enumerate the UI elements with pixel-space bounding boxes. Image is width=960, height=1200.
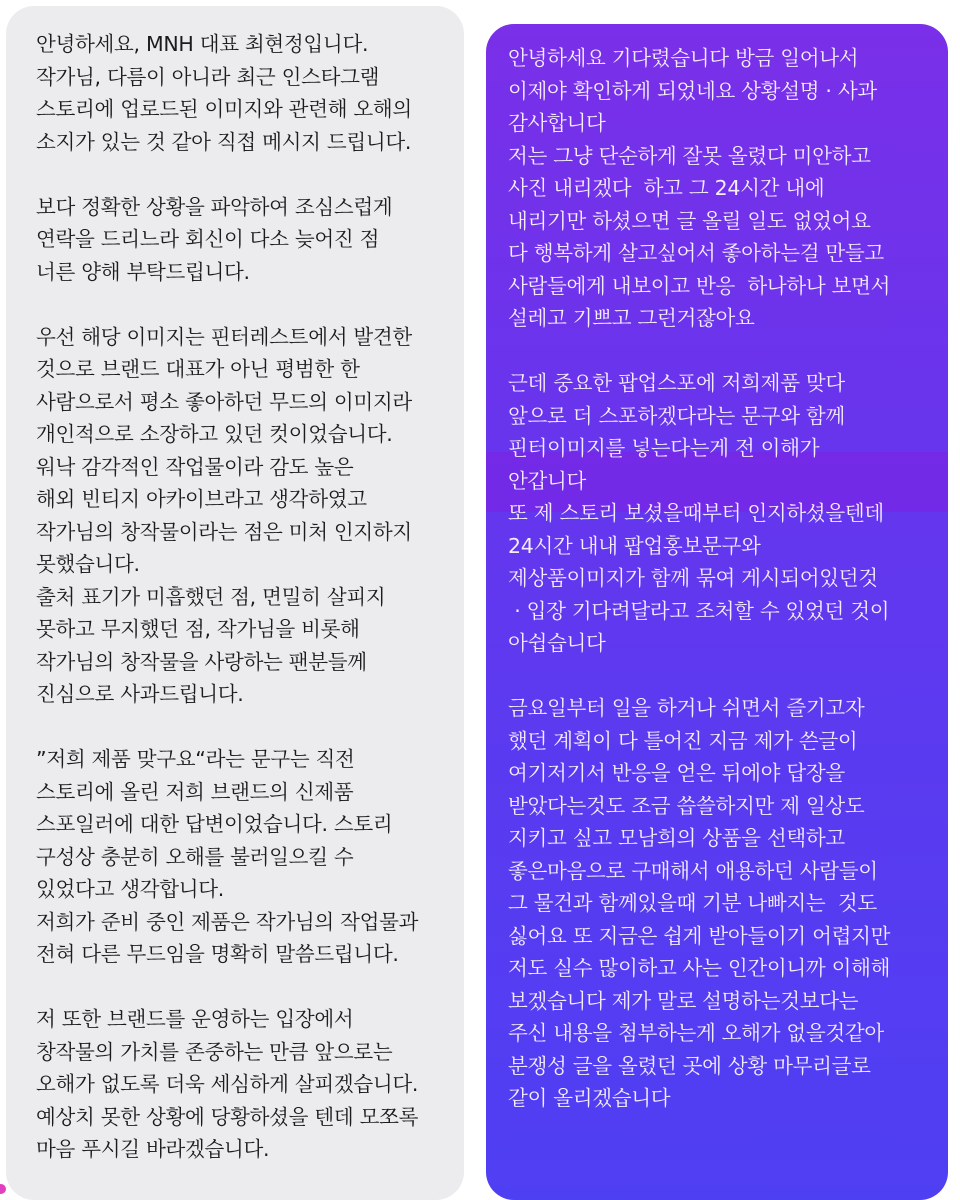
message-line: 싫어요 또 지금은 쉽게 받아들이기 어렵지만 (508, 923, 891, 948)
message-line: 받았다는것도 조금 씁쓸하지만 제 일상도 (508, 793, 865, 818)
paragraph-gap (36, 711, 456, 744)
message-line: 사람으로서 평소 좋아하던 무드의 이미지라 (36, 389, 412, 414)
message-line: 못하고 무지했던 점, 작가님을 비롯해 (36, 617, 360, 641)
message-line: 보다 정확한 상황을 파악하여 조심스럽게 (36, 194, 393, 219)
message-line: 출처 표기가 미흡했던 점, 면밀히 살피지 (36, 584, 386, 609)
paragraph-gap (36, 971, 456, 1004)
message-line: 저희가 준비 중인 제품은 작가님의 작업물과 (36, 909, 419, 934)
message-line: 저도 실수 많이하고 사는 인간이니까 이해해 (508, 956, 891, 980)
message-line: 스포일러에 대한 답변이었습니다. 스토리 (36, 812, 393, 836)
message-line: 그 물건과 함께있을때 기분 나빠지는 것도 (508, 891, 877, 915)
outgoing-message-bubble (486, 24, 948, 1200)
message-line: 했던 계획이 다 틀어진 지금 제가 쓴글이 (508, 728, 858, 753)
message-line: 작가님의 창작물을 사랑하는 팬분들께 (36, 649, 367, 674)
message-line: 감사합니다 (508, 111, 606, 135)
message-line: 금요일부터 일을 하거나 쉬면서 즐기고자 (508, 696, 865, 720)
message-line: 설레고 기쁘고 그런거잖아요 (508, 306, 755, 330)
message-line: 주신 내용을 첨부하는게 오해가 없을것같아 (508, 1021, 884, 1045)
message-line: 사람들에게 내보이고 반응 하나하나 보면서 (508, 273, 891, 298)
message-line: 사진 내리겠다 하고 그 24시간 내에 (508, 176, 825, 200)
message-line: 저 또한 브랜드를 운영하는 입장에서 (36, 1007, 354, 1031)
message-line: 못했습니다. (36, 552, 140, 576)
paragraph-gap (508, 660, 940, 693)
message-line: 작가님의 창작물이라는 점은 미처 인지하지 (36, 519, 412, 544)
message-line: 다 행복하게 살고싶어서 좋아하는걸 만들고 (508, 241, 884, 265)
message-line: 여기저기서 반응을 얻은 뒤에야 답장을 (508, 761, 845, 785)
message-line: 스토리에 업로드된 이미지와 관련해 오해의 (36, 97, 412, 121)
edge-indicator-dot (0, 1184, 6, 1194)
message-line: 앞으로 더 스포하겠다라는 문구와 함께 (508, 403, 845, 428)
message-line: 것으로 브랜드 대표가 아닌 평범한 한 (36, 357, 360, 381)
message-line: 이제야 확인하게 되었네요 상황설명 · 사과 (508, 78, 877, 103)
message-line: 또 제 스토리 보셨을때부터 인지하셨을텐데 (508, 501, 884, 525)
message-line: 안녕하세요, MNH 대표 최현정입니다. (36, 32, 369, 56)
message-line: · 입장 기다려달라고 조처할 수 있었던 것이 (508, 598, 890, 623)
message-line: 근데 중요한 팝업스포에 저희제품 맞다 (508, 371, 845, 395)
message-line: 개인적으로 소장하고 있던 컷이었습니다. (36, 422, 393, 446)
message-line: 우선 해당 이미지는 핀터레스트에서 발견한 (36, 324, 412, 349)
message-line: 구성상 충분히 오해를 불러일으킬 수 (36, 844, 354, 869)
message-line: 있었다고 생각합니다. (36, 877, 224, 901)
message-line: 오해가 없도록 더욱 세심하게 살피겠습니다. (36, 1072, 419, 1096)
message-line: 워낙 감각적인 작업물이라 감도 높은 (36, 454, 354, 479)
message-line: 저는 그냥 단순하게 잘못 올렸다 미안하고 (508, 143, 871, 168)
paragraph-gap (36, 288, 456, 321)
message-line: 연락을 드리느라 회신이 다소 늦어진 점 (36, 227, 380, 251)
message-line: 진심으로 사과드립니다. (36, 682, 244, 706)
message-line: 제상품이미지가 함께 묶여 게시되어있던것 (508, 566, 878, 590)
message-line: 핀터이미지를 넣는다는게 전 이해가 (508, 436, 820, 460)
message-line: 분쟁성 글을 올렸던 곳에 상황 마무리글로 (508, 1053, 871, 1078)
paragraph-gap (508, 335, 940, 368)
message-line: 아쉽습니다 (508, 631, 606, 655)
message-line: 같이 올리겠습니다 (508, 1086, 671, 1110)
incoming-message-bubble (6, 6, 464, 1200)
message-line: 전혀 다른 무드임을 명확히 말씀드립니다. (36, 942, 399, 966)
message-line: ”저희 제품 맞구요“라는 문구는 직전 (36, 747, 355, 771)
message-line: 작가님, 다름이 아니라 최근 인스타그램 (36, 64, 380, 89)
message-line: 지키고 싶고 모남희의 상품을 선택하고 (508, 826, 845, 850)
message-line: 좋은마음으로 구매해서 애용하던 사람들이 (508, 858, 878, 883)
message-line: 스토리에 올린 저희 브랜드의 신제품 (36, 779, 354, 804)
message-line: 마음 푸시길 바라겠습니다. (36, 1137, 270, 1161)
message-line: 내리기만 하셨으면 글 올릴 일도 없었어요 (508, 208, 871, 233)
paragraph-gap (36, 158, 456, 191)
message-line: 너른 양해 부탁드립니다. (36, 259, 250, 284)
message-line: 24시간 내내 팝업홍보문구와 (508, 533, 761, 558)
message-line: 안갑니다 (508, 468, 587, 493)
message-line: 창작물의 가치를 존중하는 만큼 앞으로는 (36, 1039, 393, 1064)
message-line: 보겠습니다 제가 말로 설명하는것보다는 (508, 988, 859, 1013)
message-line: 해외 빈티지 아카이브라고 생각하였고 (36, 487, 367, 511)
message-line: 예상치 못한 상황에 당황하셨을 텐데 모쪼록 (36, 1104, 419, 1129)
message-line: 안녕하세요 기다렸습니다 방금 일어나서 (508, 46, 859, 70)
message-line: 소지가 있는 것 같아 직접 메시지 드립니다. (36, 129, 412, 154)
